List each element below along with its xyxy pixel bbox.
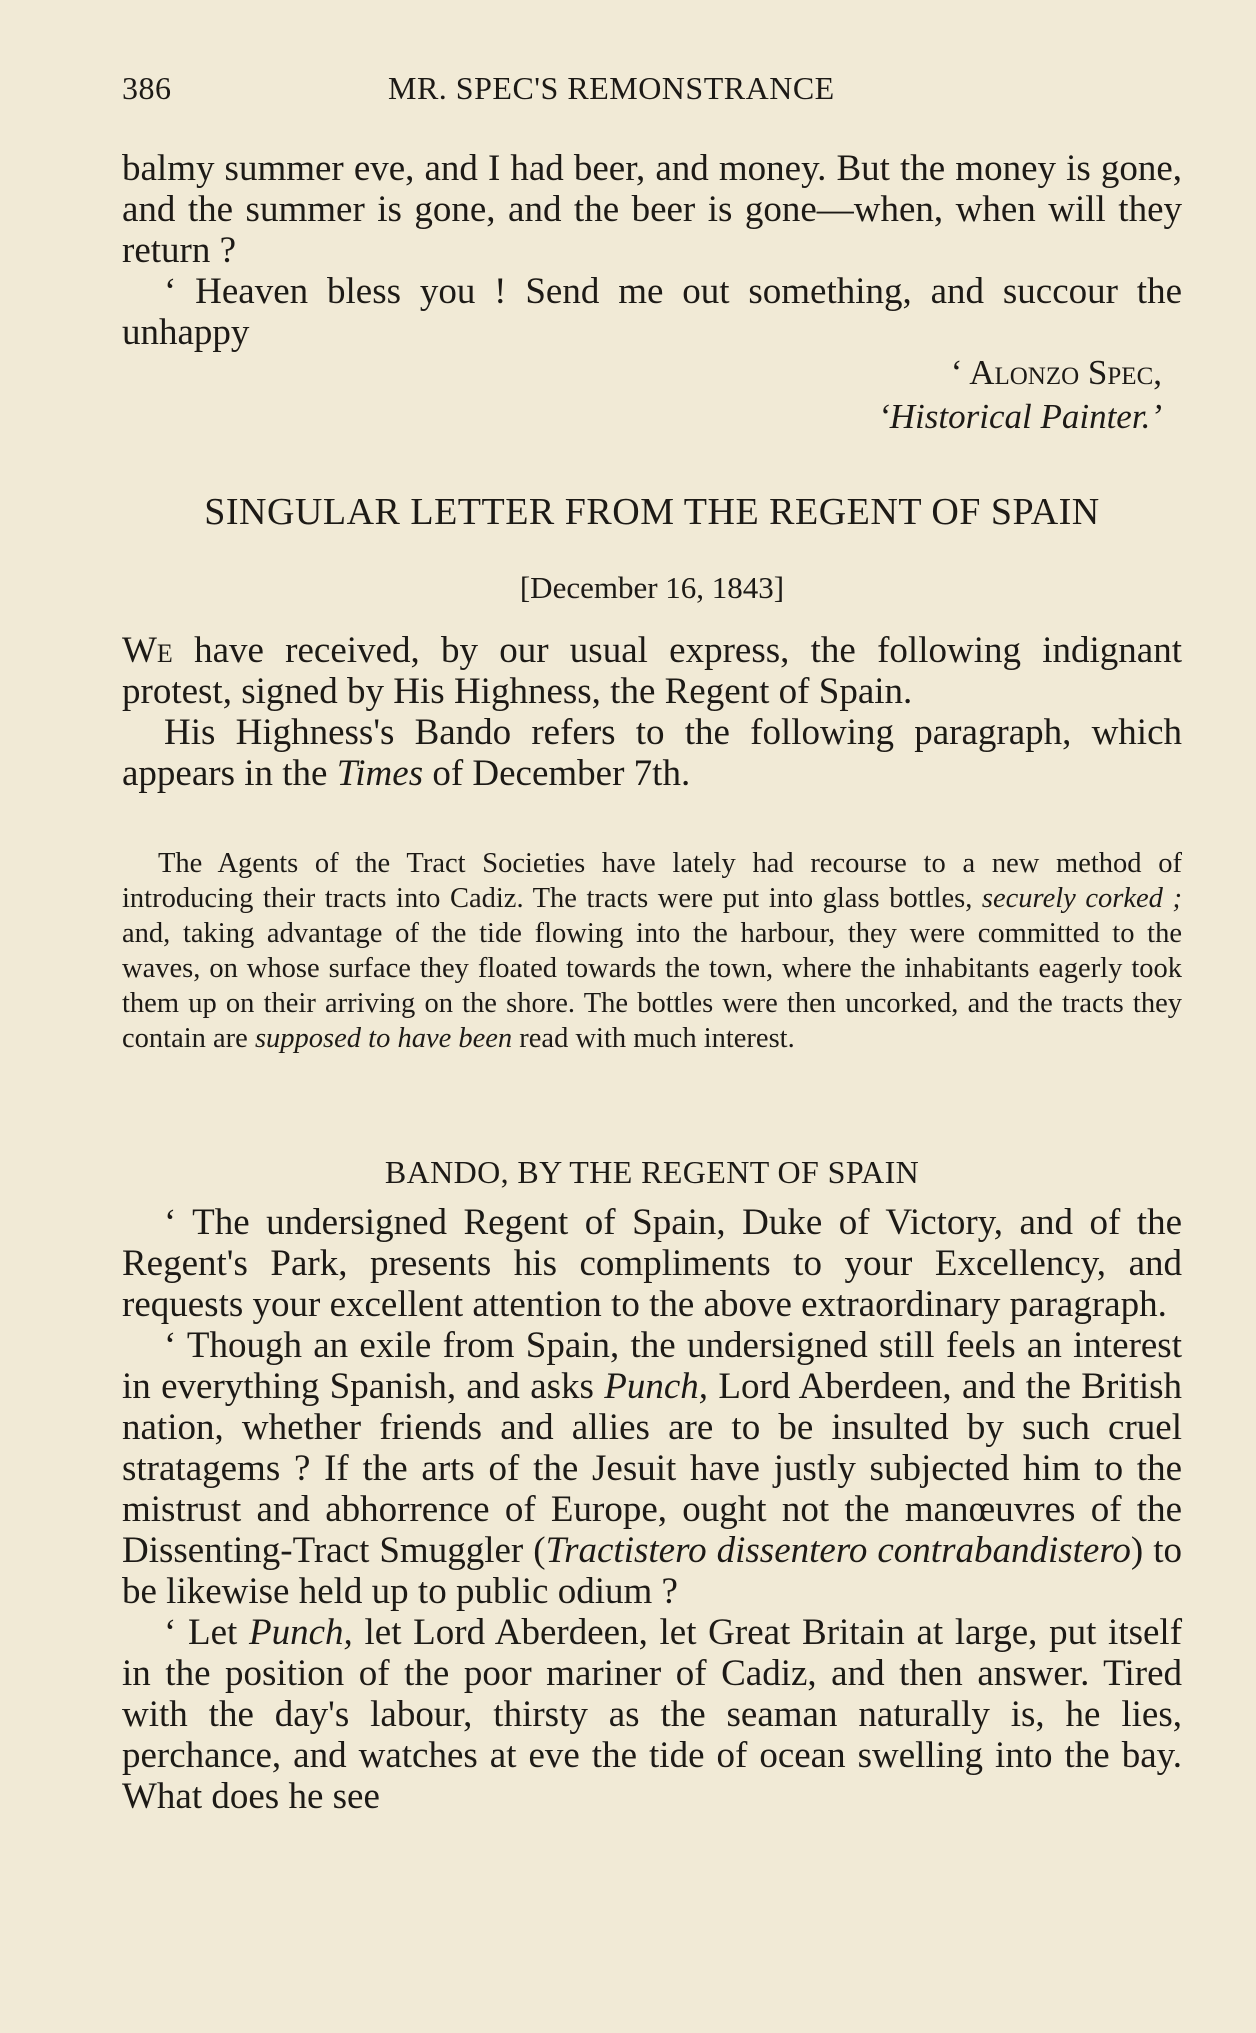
reference-paragraph: His Highness's Bando refers to the following paragraph, which appears in the Times of December 7th.	[122, 712, 1182, 794]
article-title	[122, 490, 1182, 534]
page-number: 386	[122, 70, 172, 106]
intro-paragraph: We have received, by our usual express, the following indignant protest, signed by His Highness, the Regent of Spain.	[122, 630, 1182, 712]
article-body	[122, 630, 1182, 794]
bando-paragraph: ‘ Though an exile from Spain, the undersigned still feels an interest in everything Spanish, and asks Punch, Lord Aberdeen, and the British nation, whether friends and allies are to be insulted by such cruel stratagems ? If the arts of the Jesuit have justly subjected him to the mistrust and abhorrence of Europe, ought not the manœuvres of the Dissenting-Tract Smuggler (Tractistero dissentero contrabandistero) to be likewise held up to public odium ?	[122, 1325, 1183, 1612]
article-date-block	[122, 570, 1182, 606]
bando-heading-block	[122, 1154, 1182, 1191]
article-date: [December 16, 1843]	[519, 570, 785, 605]
article-heading: SINGULAR LETTER FROM THE REGENT OF SPAIN	[204, 491, 1100, 533]
quoted-paragraph	[122, 846, 1182, 1056]
signature-title: ‘Historical Painter.’	[878, 397, 1162, 436]
letter-paragraph: balmy summer eve, and I had beer, and money. But the money is gone, and the summer is gone, and the beer is gone—when, when will they return ?	[122, 148, 1182, 271]
bando-paragraph: ‘ The undersigned Regent of Spain, Duke of Victory, and of the Regent's Park, presents his compliments to your Excellency, and requests your excellent attention to the above extraordinary paragraph.	[122, 1202, 1182, 1325]
quote-text: The Agents of the Tract Societies have lately had recourse to a new method of introducing their tracts into Cadiz. The tracts were put into glass bottles, securely corked ; and, taking advantage of the tide flowing into the harbour, they were committed to the waves, on whose surface they floated towards the town, where the inhabitants eagerly took them up on their arriving on the shore. The bottles were then uncorked, and the tracts they contain are supposed to have been read with much interest.	[122, 848, 1182, 1054]
bando-body	[122, 1202, 1182, 1817]
newspaper-name: Times	[336, 753, 424, 794]
running-title: MR. SPEC'S REMONSTRANCE	[388, 70, 835, 106]
letter-paragraph: ‘ Heaven bless you ! Send me out something, and succour the unhappy	[122, 271, 1182, 353]
bando-paragraph: ‘ Let Punch, let Lord Aberdeen, let Great Britain at large, put itself in the position of the poor mariner of Cadiz, and then answer. Tired with the day's labour, thirsty as the seaman naturally is, he lies, perchance, and watches at eve the tide of ocean swelling into the bay. What does he see	[122, 1612, 1183, 1817]
letter-ending	[122, 148, 1182, 439]
bando-heading: BANDO, BY THE REGENT OF SPAIN	[384, 1154, 920, 1190]
lead-word: We	[122, 630, 173, 671]
signature-name: ‘ Alonzo Spec,	[950, 353, 1162, 392]
